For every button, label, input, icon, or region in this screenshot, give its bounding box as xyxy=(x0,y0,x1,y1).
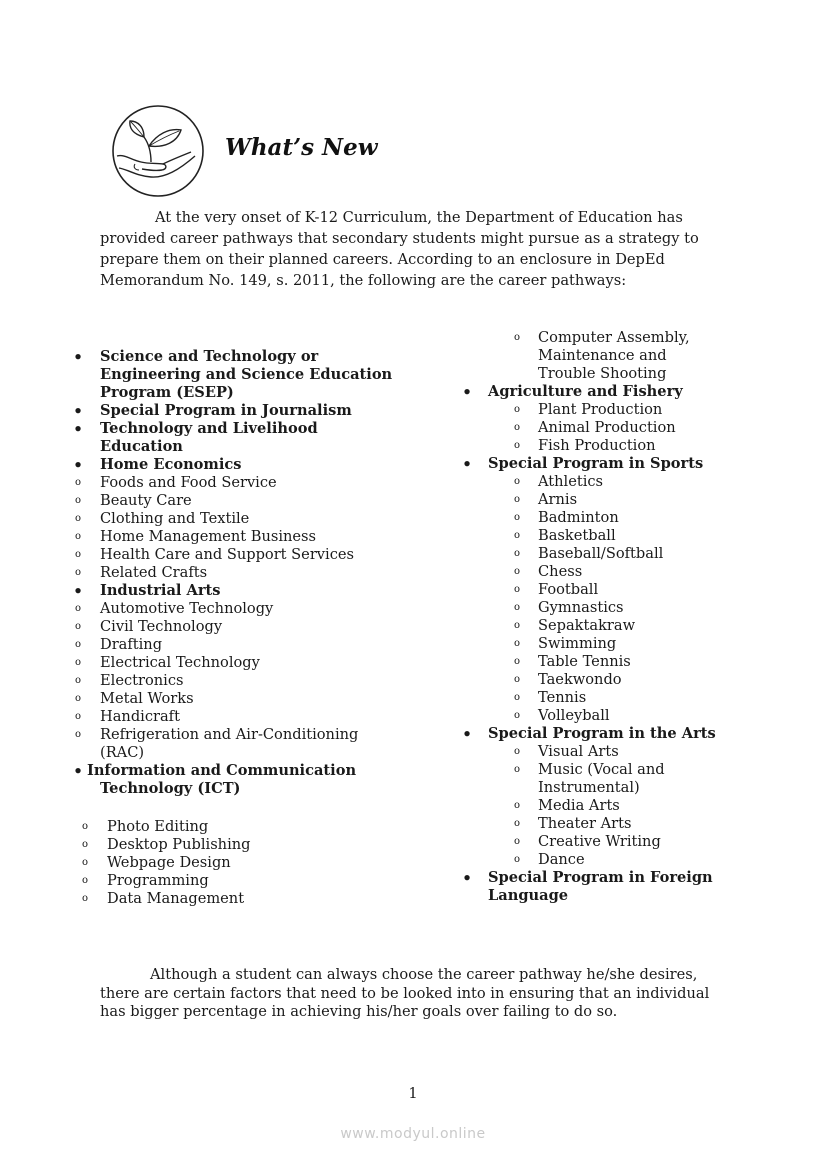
circle-bullet-icon: o xyxy=(513,404,521,415)
bullet-icon: • xyxy=(462,725,472,743)
list-item xyxy=(440,815,826,833)
circle-bullet-icon: o xyxy=(81,893,89,904)
list-item-text: Refrigeration and Air-Conditioning xyxy=(100,726,359,743)
list-item-text: Dance xyxy=(538,851,585,868)
hand-holding-seedling-icon xyxy=(111,104,205,198)
list-item xyxy=(0,384,420,402)
list-item-text: Clothing and Textile xyxy=(100,510,250,527)
circle-bullet-icon: o xyxy=(513,818,521,829)
circle-bullet-icon: o xyxy=(513,854,521,865)
circle-bullet-icon: o xyxy=(513,836,521,847)
list-item xyxy=(0,854,420,872)
list-item-text: Media Arts xyxy=(538,797,620,814)
list-item xyxy=(440,563,826,581)
list-item-text: Photo Editing xyxy=(107,818,209,835)
list-item xyxy=(440,743,826,761)
bullet-icon: • xyxy=(73,456,83,474)
list-item-text: Electronics xyxy=(100,672,184,689)
circle-bullet-icon: o xyxy=(513,422,521,433)
circle-bullet-icon: o xyxy=(74,603,82,614)
list-item xyxy=(0,402,420,420)
career-pathways-left-column xyxy=(0,348,420,908)
list-item-text: Agriculture and Fishery xyxy=(488,383,683,400)
circle-bullet-icon: o xyxy=(74,711,82,722)
page-number: 1 xyxy=(408,1085,418,1102)
list-item-text: Technology (ICT) xyxy=(100,780,241,797)
list-item-text: Taekwondo xyxy=(538,671,622,688)
intro-paragraph: At the very onset of K-12 Curriculum, the Department of Education has provided career pathways that secondary students might pursue as a strategy to prepare them on their planned careers. According to an enclosure in DepEd Memorandum No. 149, s. 2011, the following are the career pathways: xyxy=(100,209,699,289)
circle-bullet-icon: o xyxy=(74,513,82,524)
bullet-icon: • xyxy=(462,869,472,887)
career-pathways-right-column xyxy=(440,329,826,905)
bullet-icon: • xyxy=(73,582,83,600)
bullet-icon: • xyxy=(73,348,83,366)
list-item xyxy=(440,509,826,527)
list-item-text: Data Management xyxy=(107,890,245,907)
list-item xyxy=(0,366,420,384)
list-item xyxy=(440,869,826,887)
list-item xyxy=(440,347,826,365)
list-item xyxy=(0,818,420,836)
list-item-text: Special Program in the Arts xyxy=(488,725,716,742)
list-item-text: Maintenance and xyxy=(538,347,667,364)
list-item xyxy=(440,527,826,545)
circle-bullet-icon: o xyxy=(74,675,82,686)
circle-bullet-icon: o xyxy=(513,566,521,577)
circle-bullet-icon: o xyxy=(74,729,82,740)
list-item xyxy=(0,474,420,492)
list-item xyxy=(0,438,420,456)
list-item xyxy=(0,836,420,854)
list-item-text: Baseball/Softball xyxy=(538,545,664,562)
list-item xyxy=(440,851,826,869)
list-item-text: Drafting xyxy=(100,636,163,653)
list-item-text: Sepaktakraw xyxy=(538,617,636,634)
list-item xyxy=(440,491,826,509)
list-item xyxy=(440,581,826,599)
list-item xyxy=(440,545,826,563)
list-item-text: Music (Vocal and xyxy=(538,761,665,778)
circle-bullet-icon: o xyxy=(513,674,521,685)
list-item-text: Related Crafts xyxy=(100,564,208,581)
list-item xyxy=(0,528,420,546)
circle-bullet-icon: o xyxy=(74,657,82,668)
list-item-text: Volleyball xyxy=(538,707,610,724)
list-item xyxy=(0,456,420,474)
list-item xyxy=(440,833,826,851)
list-item xyxy=(440,887,826,905)
circle-bullet-icon: o xyxy=(513,800,521,811)
circle-bullet-icon: o xyxy=(74,531,82,542)
list-item xyxy=(0,708,420,726)
list-spacer xyxy=(0,798,420,818)
list-item xyxy=(0,780,420,798)
circle-bullet-icon: o xyxy=(74,693,82,704)
list-item-text: Language xyxy=(488,887,569,904)
list-item-text: Trouble Shooting xyxy=(538,365,667,382)
list-item xyxy=(440,617,826,635)
circle-bullet-icon: o xyxy=(513,656,521,667)
list-item xyxy=(440,437,826,455)
list-item-text: Special Program in Journalism xyxy=(100,402,352,419)
page-title: What’s New xyxy=(225,134,378,161)
circle-bullet-icon: o xyxy=(513,710,521,721)
bullet-icon: • xyxy=(462,383,472,401)
list-item-text: Science and Technology or xyxy=(100,348,319,365)
circle-bullet-icon: o xyxy=(81,875,89,886)
list-item xyxy=(0,636,420,654)
bullet-icon: • xyxy=(462,455,472,473)
list-item-text: Chess xyxy=(538,563,583,580)
list-item-text: Gymnastics xyxy=(538,599,624,616)
list-item-text: Program (ESEP) xyxy=(100,384,234,401)
list-item xyxy=(0,744,420,762)
list-item xyxy=(440,779,826,797)
list-item-text: Education xyxy=(100,438,183,455)
list-item xyxy=(0,582,420,600)
circle-bullet-icon: o xyxy=(74,495,82,506)
bullet-icon: • xyxy=(73,402,83,420)
bullet-icon: • xyxy=(73,420,83,438)
circle-bullet-icon: o xyxy=(513,764,521,775)
circle-bullet-icon: o xyxy=(513,512,521,523)
list-item xyxy=(0,492,420,510)
list-item-text: Information and Communication xyxy=(87,762,357,779)
circle-bullet-icon: o xyxy=(513,476,521,487)
list-item-text: Electrical Technology xyxy=(100,654,260,671)
list-item-text: Animal Production xyxy=(538,419,676,436)
list-item-text: Special Program in Foreign xyxy=(488,869,713,886)
list-item-text: Health Care and Support Services xyxy=(100,546,355,563)
list-item xyxy=(0,672,420,690)
circle-bullet-icon: o xyxy=(74,567,82,578)
circle-bullet-icon: o xyxy=(513,602,521,613)
circle-bullet-icon: o xyxy=(513,332,521,343)
list-item-text: Metal Works xyxy=(100,690,194,707)
list-item xyxy=(440,671,826,689)
circle-bullet-icon: o xyxy=(81,839,89,850)
list-item xyxy=(440,455,826,473)
list-item-text: Creative Writing xyxy=(538,833,661,850)
list-item xyxy=(0,348,420,366)
list-item-text: Automotive Technology xyxy=(100,600,274,617)
list-item-text: Plant Production xyxy=(538,401,663,418)
list-item-text: Table Tennis xyxy=(538,653,631,670)
list-item xyxy=(440,797,826,815)
list-item-text: Theater Arts xyxy=(538,815,632,832)
list-item-text: Visual Arts xyxy=(538,743,619,760)
watermark: www.modyul.online xyxy=(340,1126,486,1142)
list-item xyxy=(0,618,420,636)
list-item-text: Swimming xyxy=(538,635,617,652)
list-item xyxy=(440,329,826,347)
list-item-text: Technology and Livelihood xyxy=(100,420,318,437)
list-item xyxy=(0,546,420,564)
list-item-text: Foods and Food Service xyxy=(100,474,277,491)
circle-bullet-icon: o xyxy=(513,620,521,631)
list-item-text: Football xyxy=(538,581,599,598)
list-item xyxy=(0,872,420,890)
list-item-text: Instrumental) xyxy=(538,779,640,796)
list-item-text: Tennis xyxy=(538,689,587,706)
circle-bullet-icon: o xyxy=(513,530,521,541)
list-item xyxy=(440,689,826,707)
list-item xyxy=(440,401,826,419)
list-item-text: Handicraft xyxy=(100,708,180,725)
list-item xyxy=(440,383,826,401)
list-item xyxy=(440,761,826,779)
circle-bullet-icon: o xyxy=(513,494,521,505)
circle-bullet-icon: o xyxy=(74,621,82,632)
closing-paragraph: Although a student can always choose the career pathway he/she desires, there are certain factors that need to be looked into in ensuring that an individual has bigger percentage in achieving his/her goals over failing to do so. xyxy=(100,966,710,1020)
list-item-text: Desktop Publishing xyxy=(107,836,251,853)
list-item-text: Programming xyxy=(107,872,209,889)
list-item-text: Arnis xyxy=(538,491,578,508)
list-item xyxy=(440,635,826,653)
circle-bullet-icon: o xyxy=(513,692,521,703)
circle-bullet-icon: o xyxy=(513,584,521,595)
list-item xyxy=(440,365,826,383)
circle-bullet-icon: o xyxy=(74,477,82,488)
list-item xyxy=(0,420,420,438)
list-item xyxy=(0,762,420,780)
circle-bullet-icon: o xyxy=(74,549,82,560)
circle-bullet-icon: o xyxy=(81,821,89,832)
circle-bullet-icon: o xyxy=(513,746,521,757)
list-item-text: Computer Assembly, xyxy=(538,329,690,346)
list-item-text: Fish Production xyxy=(538,437,656,454)
list-item xyxy=(0,890,420,908)
circle-bullet-icon: o xyxy=(513,638,521,649)
list-item xyxy=(440,653,826,671)
list-item xyxy=(440,473,826,491)
list-item xyxy=(0,726,420,744)
list-item-text: Beauty Care xyxy=(100,492,192,509)
circle-bullet-icon: o xyxy=(81,857,89,868)
list-item-text: Industrial Arts xyxy=(100,582,221,599)
list-item-text: Basketball xyxy=(538,527,616,544)
circle-bullet-icon: o xyxy=(74,639,82,650)
list-item-text: (RAC) xyxy=(100,744,145,761)
list-item-text: Engineering and Science Education xyxy=(100,366,393,383)
circle-bullet-icon: o xyxy=(513,440,521,451)
list-item xyxy=(440,707,826,725)
list-item-text: Home Management Business xyxy=(100,528,317,545)
list-item-text: Webpage Design xyxy=(107,854,231,871)
list-item xyxy=(0,600,420,618)
bullet-icon: • xyxy=(73,762,83,780)
list-item-text: Civil Technology xyxy=(100,618,223,635)
circle-bullet-icon: o xyxy=(513,548,521,559)
list-item xyxy=(0,564,420,582)
list-item-text: Special Program in Sports xyxy=(488,455,704,472)
list-item xyxy=(0,654,420,672)
list-item xyxy=(0,510,420,528)
list-item-text: Athletics xyxy=(538,473,604,490)
list-item-text: Home Economics xyxy=(100,456,242,473)
list-item xyxy=(440,599,826,617)
list-item-text: Badminton xyxy=(538,509,619,526)
list-item xyxy=(440,419,826,437)
list-item xyxy=(0,690,420,708)
list-item xyxy=(440,725,826,743)
